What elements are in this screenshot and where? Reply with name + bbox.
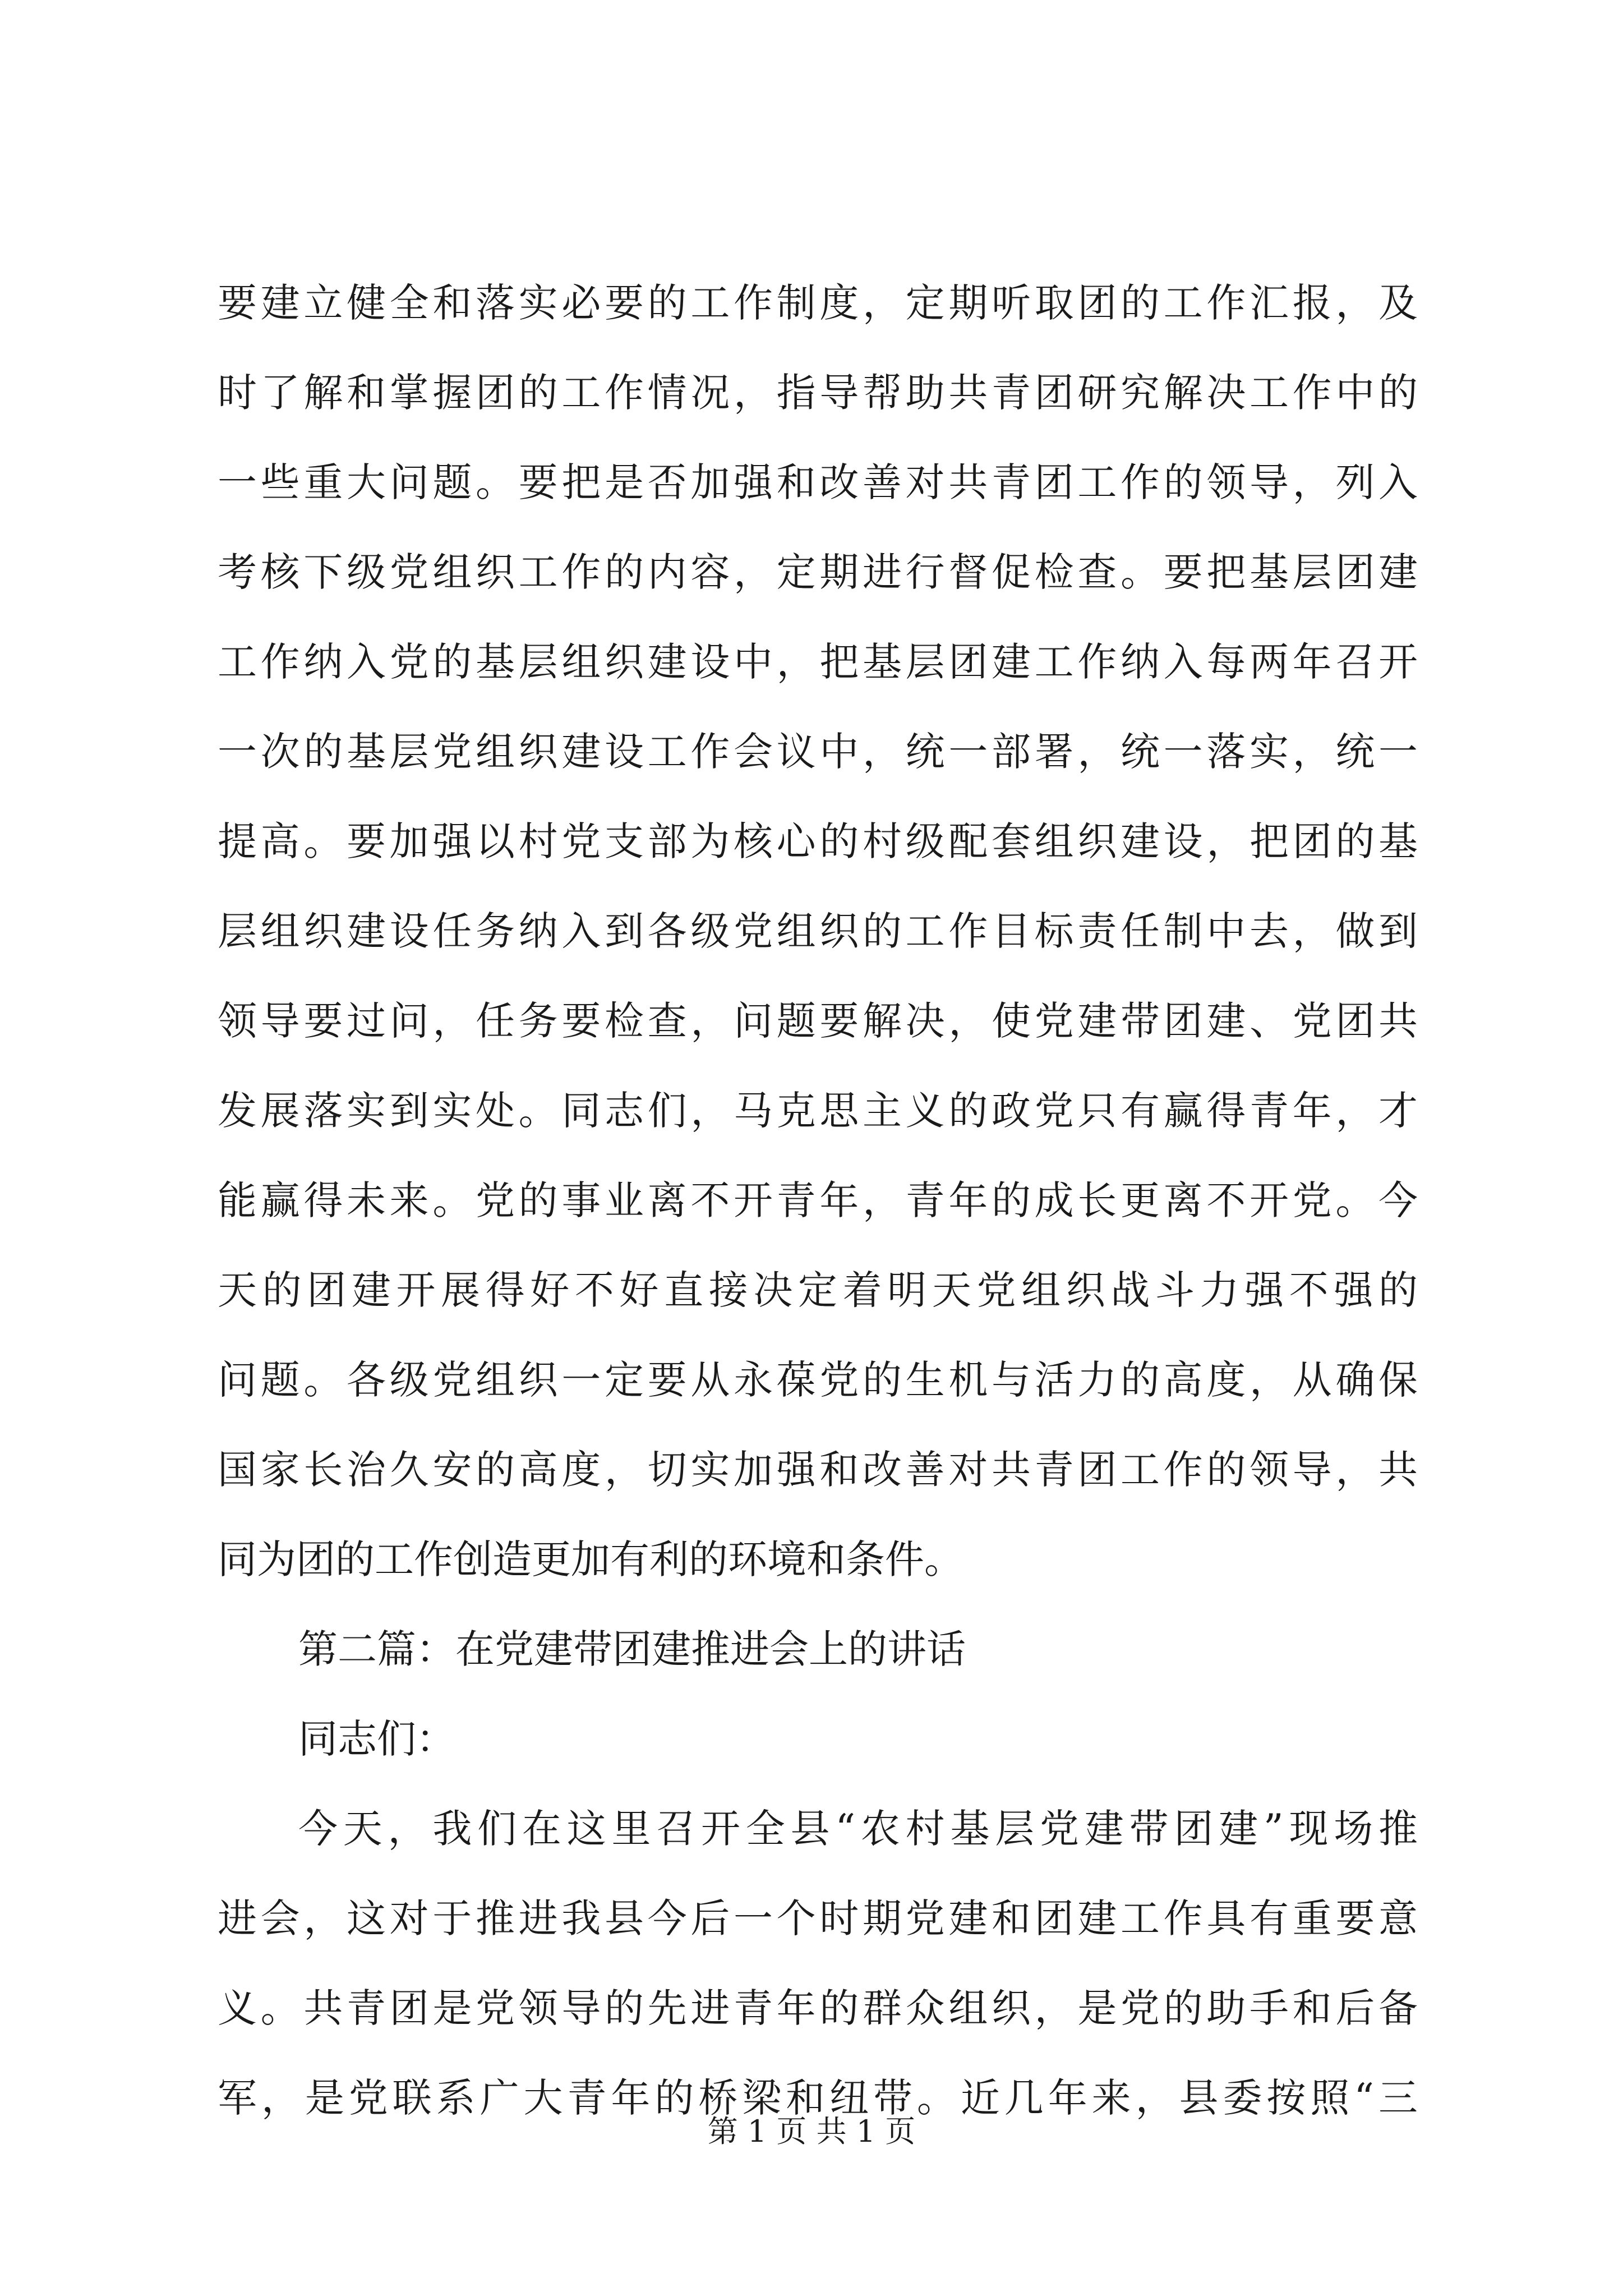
section-title: 第二篇：在党建带团建推进会上的讲话 bbox=[298, 1626, 966, 1672]
paragraph-1-line-6: 一次的基层党组织建设工作会议中，统一部署，统一落实，统一 bbox=[218, 729, 1418, 775]
paragraph-2-line-4: 军，是党联系广大青年的桥梁和纽带。近几年来，县委按照“三 bbox=[218, 2075, 1418, 2121]
paragraph-1-line-12: 天的团建开展得好不好直接决定着明天党组织战斗力强不强的 bbox=[218, 1267, 1418, 1313]
paragraph-1-line-13: 问题。各级党组织一定要从永葆党的生机与活力的高度，从确保 bbox=[218, 1357, 1418, 1403]
paragraph-1-line-1: 要建立健全和落实必要的工作制度，定期听取团的工作汇报，及 bbox=[218, 280, 1418, 326]
paragraph-1-line-4: 考核下级党组织工作的内容，定期进行督促检查。要把基层团建 bbox=[218, 549, 1418, 595]
paragraph-2-line-2: 进会，这对于推进我县今后一个时期党建和团建工作具有重要意 bbox=[218, 1895, 1418, 1941]
paragraph-1-line-15: 同为团的工作创造更加有利的环境和条件。 bbox=[218, 1536, 963, 1582]
paragraph-2-line-3: 义。共青团是党领导的先进青年的群众组织，是党的助手和后备 bbox=[218, 1985, 1418, 2031]
paragraph-1-line-3: 一些重大问题。要把是否加强和改善对共青团工作的领导，列入 bbox=[218, 459, 1418, 505]
salutation: 同志们： bbox=[298, 1716, 455, 1762]
paragraph-1-line-7: 提高。要加强以村党支部为核心的村级配套组织建设，把团的基 bbox=[218, 818, 1418, 864]
paragraph-1-line-9: 领导要过问，任务要检查，问题要解决，使党建带团建、党团共 bbox=[218, 998, 1418, 1044]
paragraph-1-line-5: 工作纳入党的基层组织建设中，把基层团建工作纳入每两年召开 bbox=[218, 639, 1418, 685]
paragraph-1-line-10: 发展落实到实处。同志们，马克思主义的政党只有赢得青年，才 bbox=[218, 1088, 1418, 1134]
paragraph-1-line-8: 层组织建设任务纳入到各级党组织的工作目标责任制中去，做到 bbox=[218, 908, 1418, 954]
document-body bbox=[218, 258, 1418, 2143]
paragraph-1-line-11: 能赢得未来。党的事业离不开青年，青年的成长更离不开党。今 bbox=[218, 1177, 1418, 1223]
page-number-footer: 第 1 页 共 1 页 bbox=[707, 2114, 916, 2149]
paragraph-1-line-2: 时了解和掌握团的工作情况，指导帮助共青团研究解决工作中的 bbox=[218, 370, 1418, 416]
paragraph-2-line-1: 今天，我们在这里召开全县“农村基层党建带团建”现场推 bbox=[298, 1806, 1418, 1852]
paragraph-1-line-14: 国家长治久安的高度，切实加强和改善对共青团工作的领导，共 bbox=[218, 1447, 1418, 1493]
